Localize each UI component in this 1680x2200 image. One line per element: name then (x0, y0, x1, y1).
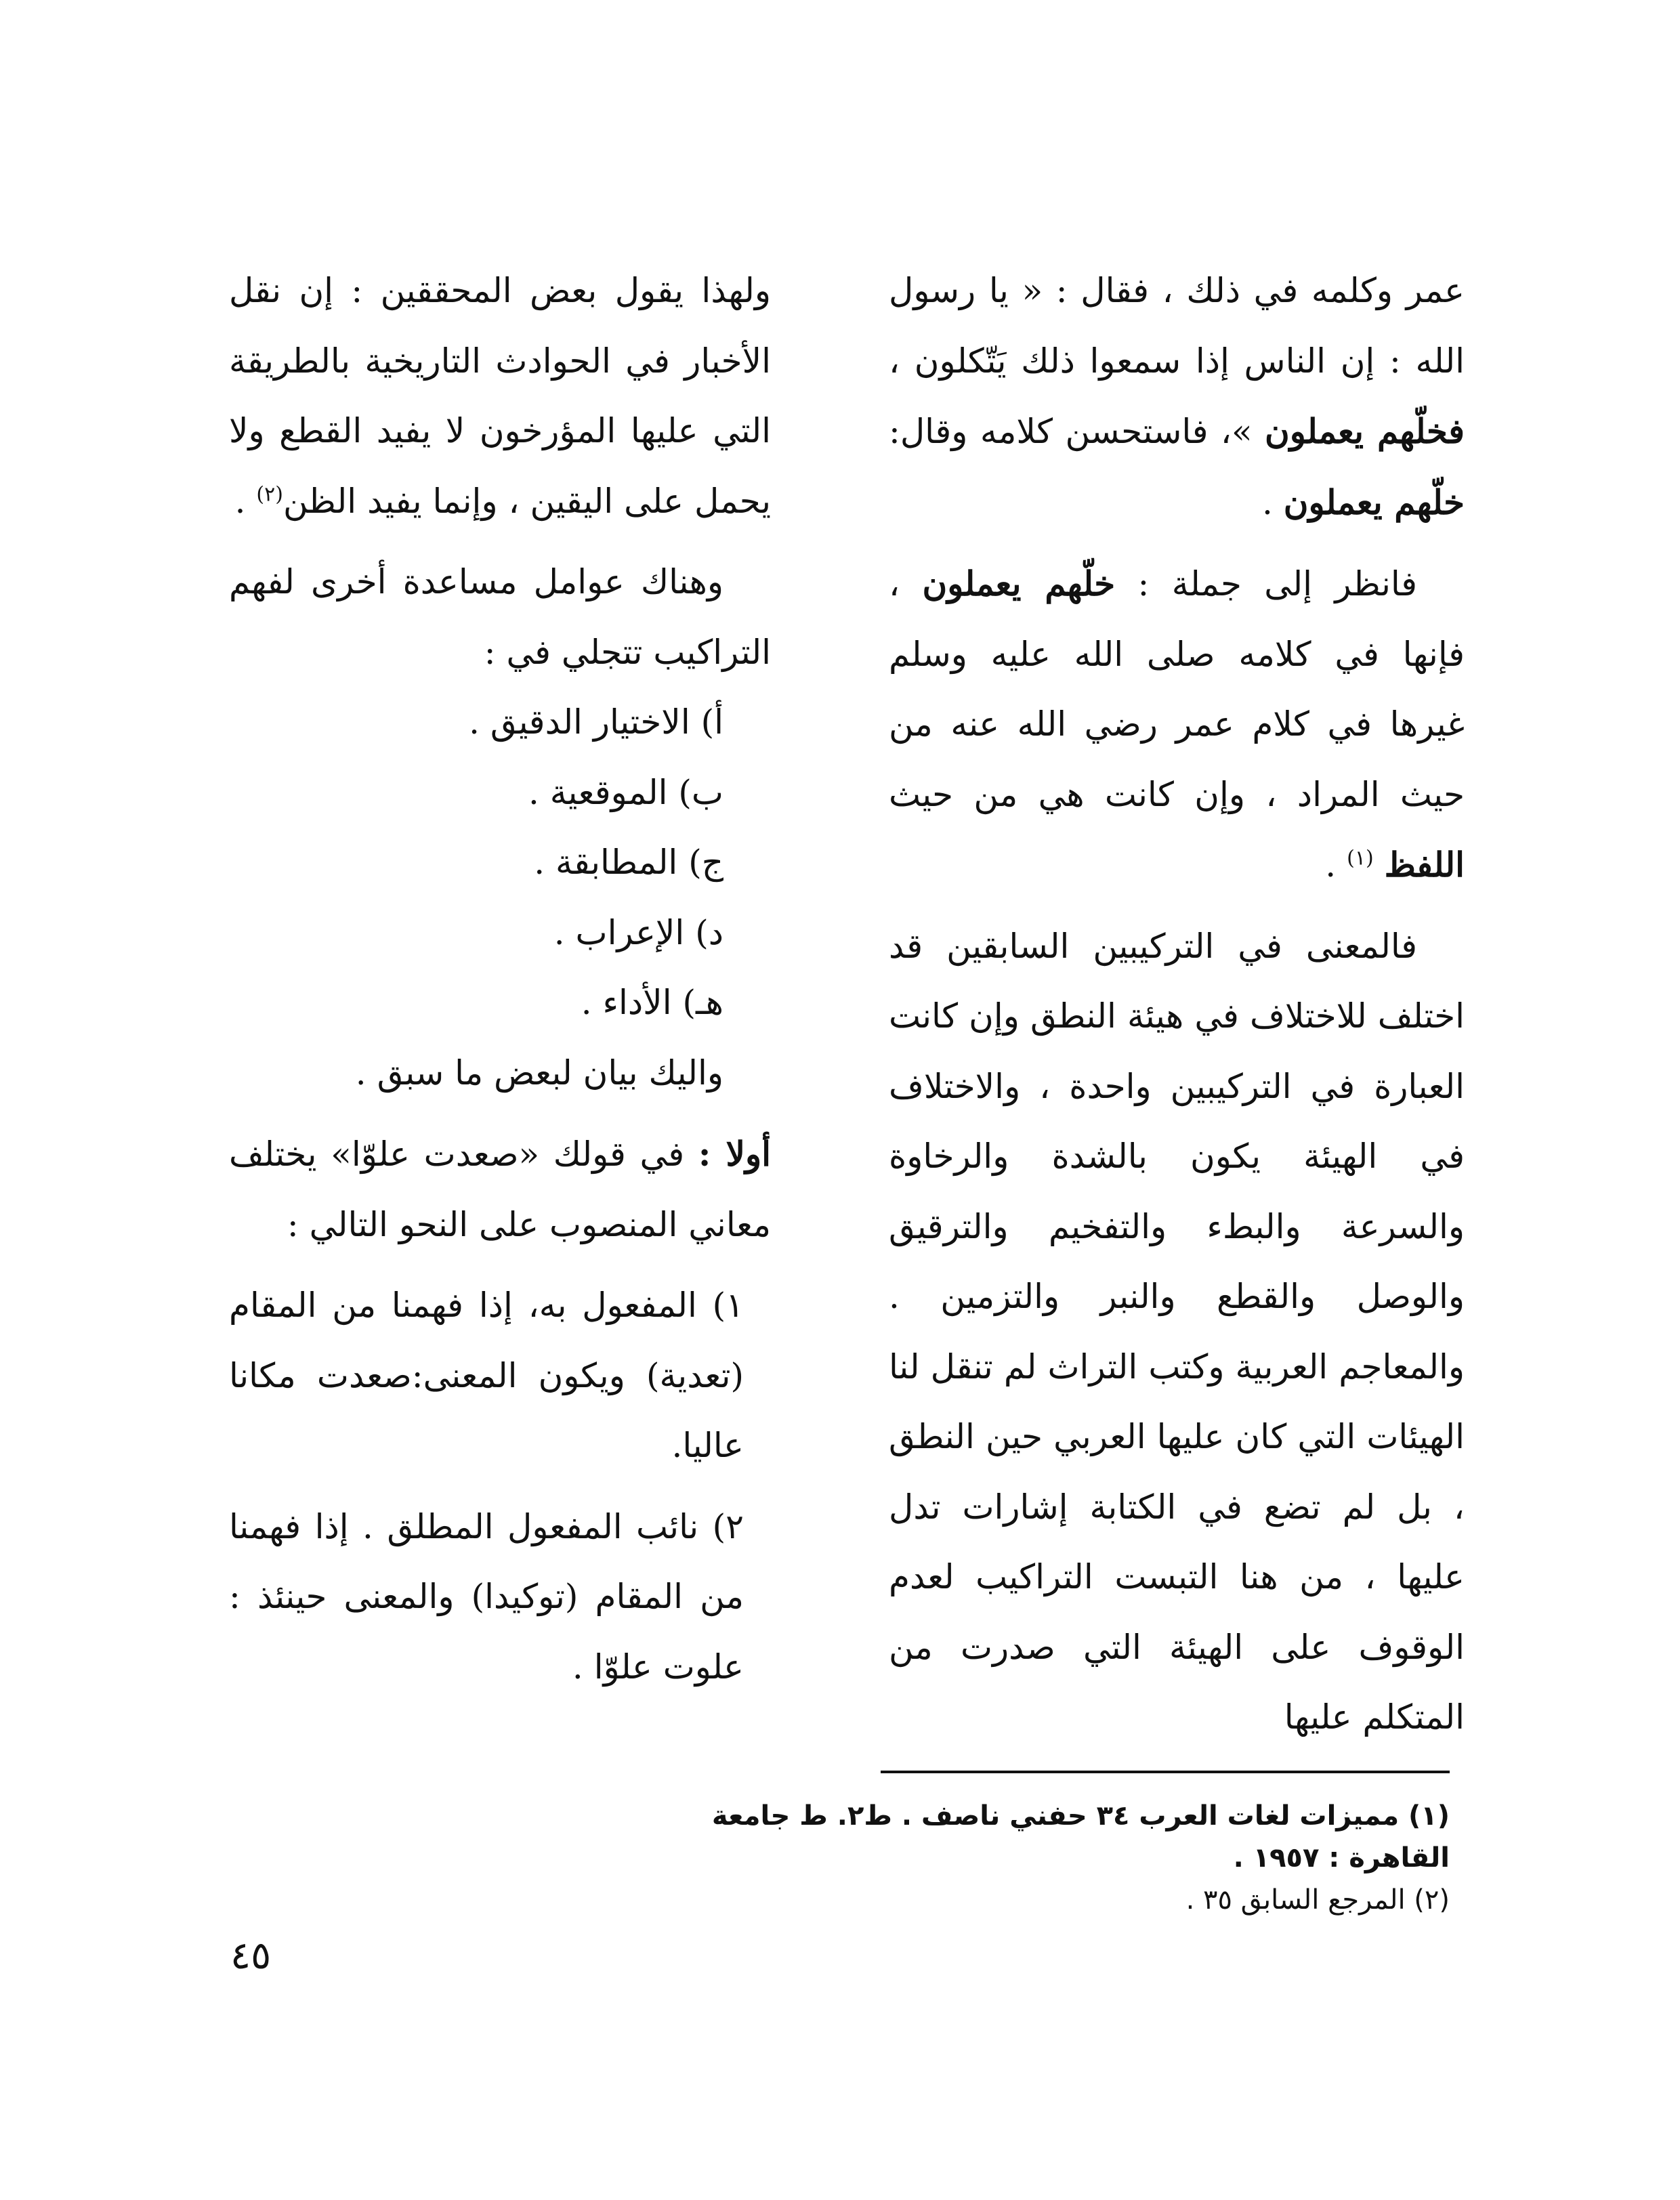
footnote-2: (٢) المرجع السابق ٣٥ . (1185, 1884, 1450, 1916)
list-item: ج) المطابقة . (534, 843, 723, 882)
footnote-1: (١) مميزات لغات العرب ٣٤ حفني ناصف . ط٢. ط جامعة القاهرة : ١٩٥٧ . (711, 1800, 1450, 1874)
left-column (229, 256, 771, 1702)
text-run: ولهذا يقول بعض المحققين : إن نقل الأخبار في الحوادث التاريخية بالطريقة التي عليها المؤرخون لا يفيد القطع ولا يحمل على اليقين ، وإنما يفيد الظن (229, 271, 771, 521)
right-paragraph-1 (889, 256, 1465, 538)
left-paragraph-4 (229, 1119, 771, 1260)
footnote-ref: (٢) (256, 482, 283, 506)
list-item: د) الإعراب . (553, 912, 723, 952)
left-paragraph-5: ١) المفعول به، إذا فهمنا من المقام (تعدية) ويكون المعنى:صعدت مكانا عاليا. (229, 1286, 744, 1465)
bold-phrase: خلّهم يعملون (922, 564, 1116, 604)
text-run: ، فإنها في كلامه صلى الله عليه وسلم غيرها في كلام عمر رضي الله عنه من حيث المراد ، وإن كانت هي من حيث (889, 564, 1465, 814)
page-number: ٤٥ (230, 1934, 272, 1978)
text-run: . (1325, 845, 1347, 885)
text-run: فانظر إلى جملة : (1115, 564, 1417, 604)
left-paragraph-2: وهناك عوامل مساعدة أخرى لفهم التراكيب تتجلي في : (229, 562, 771, 672)
left-paragraph-3: واليك بيان لبعض ما سبق . (355, 1053, 723, 1093)
text-run: في قولك «صعدت علوّا» يختلف معاني المنصوب على النحو التالي : (229, 1135, 771, 1244)
list-item: هـ) الأداء . (581, 983, 723, 1022)
right-column (889, 256, 1465, 1753)
footnote-separator (881, 1771, 1450, 1773)
bold-phrase: فخلّهم يعملون (1265, 411, 1465, 451)
footnote-ref: (١) (1347, 846, 1374, 870)
text-run: . (234, 481, 257, 521)
bold-phrase: اللفظ (1384, 845, 1465, 885)
right-paragraph-2 (889, 549, 1465, 901)
left-paragraph-1 (229, 256, 771, 536)
bold-phrase: خلّهم يعملون (1283, 482, 1465, 522)
text-run: عمر وكلمه في ذلك ، فقال : « يا رسول الله : إن الناس إذا سمعوا ذلك يَتّكلون ، (889, 271, 1465, 381)
section-label: أولا : (698, 1134, 772, 1174)
footnotes (610, 1795, 1450, 1921)
list-item: ب) الموقعية . (528, 772, 723, 812)
right-paragraph-3: فالمعنى في التركيبين السابقين قد اختلف للاختلاف في هيئة النطق وإن كانت العبارة في التركيبين واحدة ، والاختلاف في الهيئة يكون بالشدة والرخاوة والسرعة والبطء والتفخيم والترقيق والوصل والقطع والنبر والتزمين . والمعاجم العربية وكتب التراث لم تنقل لنا الهيئات التي كان عليها العربي حين النطق ، بل لم تضع في الكتابة إشارات تدل عليها ، من هنا التبست التراكيب لعدم الوقوف على الهيئة التي صدرت من المتكلم عليها (889, 926, 1465, 1737)
text-run: »، فاستحسن كلامه وقال: (889, 412, 1265, 451)
left-paragraph-6: ٢) نائب المفعول المطلق . إذا فهمنا من المقام (توكيدا) والمعنى حينئذ : علوت علوّا . (229, 1506, 744, 1687)
list-item: أ) الاختيار الدقيق . (469, 702, 723, 742)
text-run: . (1261, 482, 1284, 522)
